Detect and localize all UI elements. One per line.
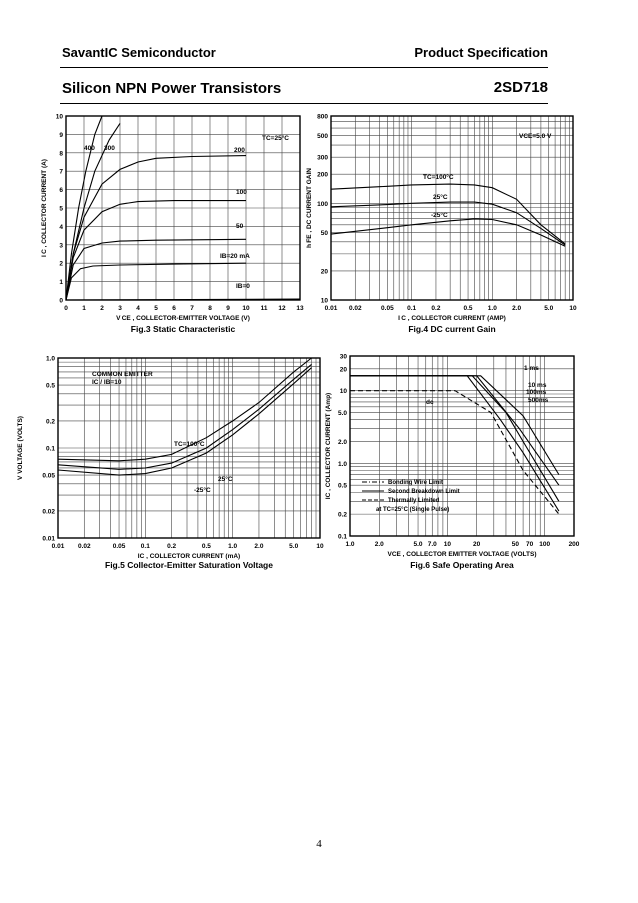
legend-label: Second Breakdown Limit	[388, 489, 460, 495]
x-tick-label: 1.0	[345, 541, 355, 548]
y-tick-label: 0.05	[42, 472, 55, 480]
x-tick-label: 2.0	[512, 305, 522, 312]
series-label: IB=20 mA	[220, 253, 250, 260]
series-label: 300	[104, 145, 115, 152]
series-label: 25°C	[433, 194, 448, 201]
x-tick-label: 10	[443, 541, 451, 548]
x-tick-label: 5.0	[413, 541, 423, 548]
y-tick-label: 9	[59, 131, 63, 139]
x-tick-label: 4	[136, 305, 140, 312]
company-name: SavantIC Semiconductor	[62, 45, 216, 60]
y-tick-label: 0.1	[45, 445, 55, 453]
header-rule-top	[60, 67, 548, 68]
x-tick-label: 5.0	[544, 305, 554, 312]
y-tick-label: 20	[339, 366, 347, 374]
legend-label: Thermally Limited	[388, 498, 440, 504]
x-tick-label: 10	[316, 543, 324, 550]
y-tick-label: 0.5	[337, 482, 347, 490]
series-label: 100	[236, 189, 247, 196]
y-tick-label: 0.1	[337, 533, 347, 541]
doc-type: Product Specification	[414, 45, 548, 60]
y-axis-label: V VOLTAGE (VOLTS)	[17, 416, 24, 480]
fig5-chart	[10, 352, 330, 572]
y-axis-label: I C , COLLECTOR CURRENT (A)	[41, 159, 48, 257]
y-axis-label: IC , COLLECTOR CURRENT (Amp)	[325, 392, 332, 500]
x-tick-label: 0.1	[407, 305, 417, 312]
x-tick-label: 2.0	[374, 541, 384, 548]
figure-caption: Fig.6 Safe Operating Area	[410, 560, 514, 570]
x-tick-label: 0.1	[140, 543, 150, 550]
y-tick-label: 100	[317, 200, 328, 208]
series-label: TC=100°C	[174, 441, 205, 448]
x-axis-label: VCE , COLLECTOR EMITTER VOLTAGE (VOLTS)	[387, 551, 537, 558]
y-tick-label: 6	[59, 187, 63, 195]
y-tick-label: 2.0	[337, 438, 347, 446]
x-tick-label: 0.02	[77, 543, 91, 550]
x-tick-label: 5.0	[289, 543, 299, 550]
y-tick-label: 0.5	[45, 382, 55, 390]
y-axis-label: h FE , DC CURRENT GAIN	[306, 167, 313, 249]
series-label: 200	[234, 147, 245, 154]
y-tick-label: 10	[320, 297, 328, 305]
x-tick-label: 50	[511, 541, 520, 548]
y-tick-label: 0.2	[45, 418, 55, 426]
figure-caption: Fig.3 Static Characteristic	[130, 324, 236, 334]
series-label: 50	[236, 223, 244, 230]
series-label: 500ms	[528, 397, 549, 404]
x-tick-label: 0.5	[201, 543, 211, 550]
x-tick-label: 70	[525, 541, 534, 548]
x-tick-label: 7.0	[427, 541, 437, 548]
y-tick-label: 3	[59, 242, 63, 250]
page-number: 4	[316, 838, 322, 850]
y-tick-label: 8	[59, 150, 63, 158]
y-tick-label: 4	[59, 223, 63, 231]
x-tick-label: 13	[296, 305, 304, 312]
x-tick-label: 10	[242, 305, 250, 312]
x-tick-label: 1.0	[487, 305, 497, 312]
y-tick-label: 200	[317, 171, 328, 179]
x-tick-label: 8	[208, 305, 212, 312]
x-tick-label: 12	[278, 305, 286, 312]
y-tick-label: 1.0	[337, 460, 347, 468]
series-label: 10 ms	[528, 382, 547, 389]
series-label: -25°C	[431, 212, 448, 219]
x-tick-label: 0.01	[51, 543, 65, 550]
figure-caption: Fig.4 DC current Gain	[408, 324, 496, 334]
y-tick-label: 5	[59, 205, 63, 213]
y-tick-label: 20	[320, 268, 328, 276]
y-tick-label: 7	[59, 168, 63, 176]
figure-caption: Fig.5 Collector-Emitter Saturation Voltage	[105, 560, 273, 570]
x-tick-label: 0.01	[324, 305, 338, 312]
y-tick-label: 1.0	[45, 355, 55, 363]
fig6-chart	[322, 352, 592, 572]
y-tick-label: 800	[317, 113, 328, 121]
x-tick-label: 2.0	[254, 543, 264, 550]
series-label: 1 ms	[524, 365, 539, 372]
series-label: TC=100°C	[423, 174, 454, 181]
y-tick-label: 1	[59, 279, 63, 287]
annotation-line: COMMON EMITTER	[92, 371, 153, 378]
y-tick-label: 300	[317, 154, 328, 162]
series-label: IB=0	[236, 283, 250, 290]
x-tick-label: 200	[568, 541, 580, 548]
x-tick-label: 7	[190, 305, 194, 312]
x-tick-label: 0.02	[348, 305, 362, 312]
x-tick-label: 0	[64, 305, 68, 312]
part-number: 2SD718	[493, 79, 548, 96]
chart-annotation: TC=25°C	[262, 135, 289, 142]
legend-label: at TC=25°C (Single Pulse)	[376, 507, 450, 513]
x-tick-label: 0.2	[167, 543, 177, 550]
x-tick-label: 6	[172, 305, 176, 312]
x-tick-label: 5	[154, 305, 158, 312]
series-line	[331, 184, 565, 244]
x-tick-label: 2	[100, 305, 104, 312]
x-axis-label: IC , COLLECTOR CURRENT (mA)	[137, 553, 241, 560]
x-tick-label: 0.2	[431, 305, 441, 312]
x-tick-label: 100	[539, 541, 551, 548]
y-tick-label: 0.02	[42, 508, 55, 516]
x-tick-label: 0.05	[112, 543, 126, 550]
x-tick-label: 20	[473, 541, 481, 548]
series-label: 25°C	[218, 476, 233, 483]
x-tick-label: 0.5	[463, 305, 473, 312]
y-tick-label: 2	[59, 260, 63, 268]
x-axis-label: V CE , COLLECTOR-EMITTER VOLTAGE (V)	[116, 315, 250, 322]
product-line: Silicon NPN Power Transistors	[62, 80, 282, 97]
y-tick-label: 0	[59, 297, 63, 305]
y-tick-label: 0.2	[337, 511, 347, 519]
x-tick-label: 9	[226, 305, 230, 312]
y-tick-label: 0.01	[42, 535, 55, 543]
y-tick-label: 50	[320, 229, 328, 237]
series-label: dc	[426, 399, 434, 406]
chart-annotation: VCE=5.0 V	[519, 133, 552, 140]
annotation-line: IC / IB=10	[92, 379, 122, 386]
x-tick-label: 1	[82, 305, 86, 312]
y-tick-label: 10	[339, 388, 347, 396]
fig3-chart	[38, 110, 313, 338]
series-line	[331, 202, 565, 245]
x-axis-label: I C , COLLECTOR CURRENT (AMP)	[398, 315, 506, 322]
series-label: 100ms	[526, 389, 547, 396]
y-tick-label: 500	[317, 133, 328, 141]
y-tick-label: 30	[339, 353, 347, 361]
x-tick-label: 1.0	[228, 543, 238, 550]
x-tick-label: 10	[569, 305, 577, 312]
series-line	[350, 391, 559, 514]
y-tick-label: 5.0	[337, 410, 347, 418]
series-label: -25°C	[194, 487, 211, 494]
fig4-chart	[303, 110, 583, 338]
x-tick-label: 3	[118, 305, 122, 312]
header-rule-bottom	[60, 103, 548, 104]
x-tick-label: 11	[260, 305, 268, 312]
legend-label: Bonding Wire Limit	[388, 480, 443, 486]
x-tick-label: 0.05	[381, 305, 394, 312]
series-label: 400	[84, 145, 95, 152]
y-tick-label: 10	[55, 113, 63, 121]
